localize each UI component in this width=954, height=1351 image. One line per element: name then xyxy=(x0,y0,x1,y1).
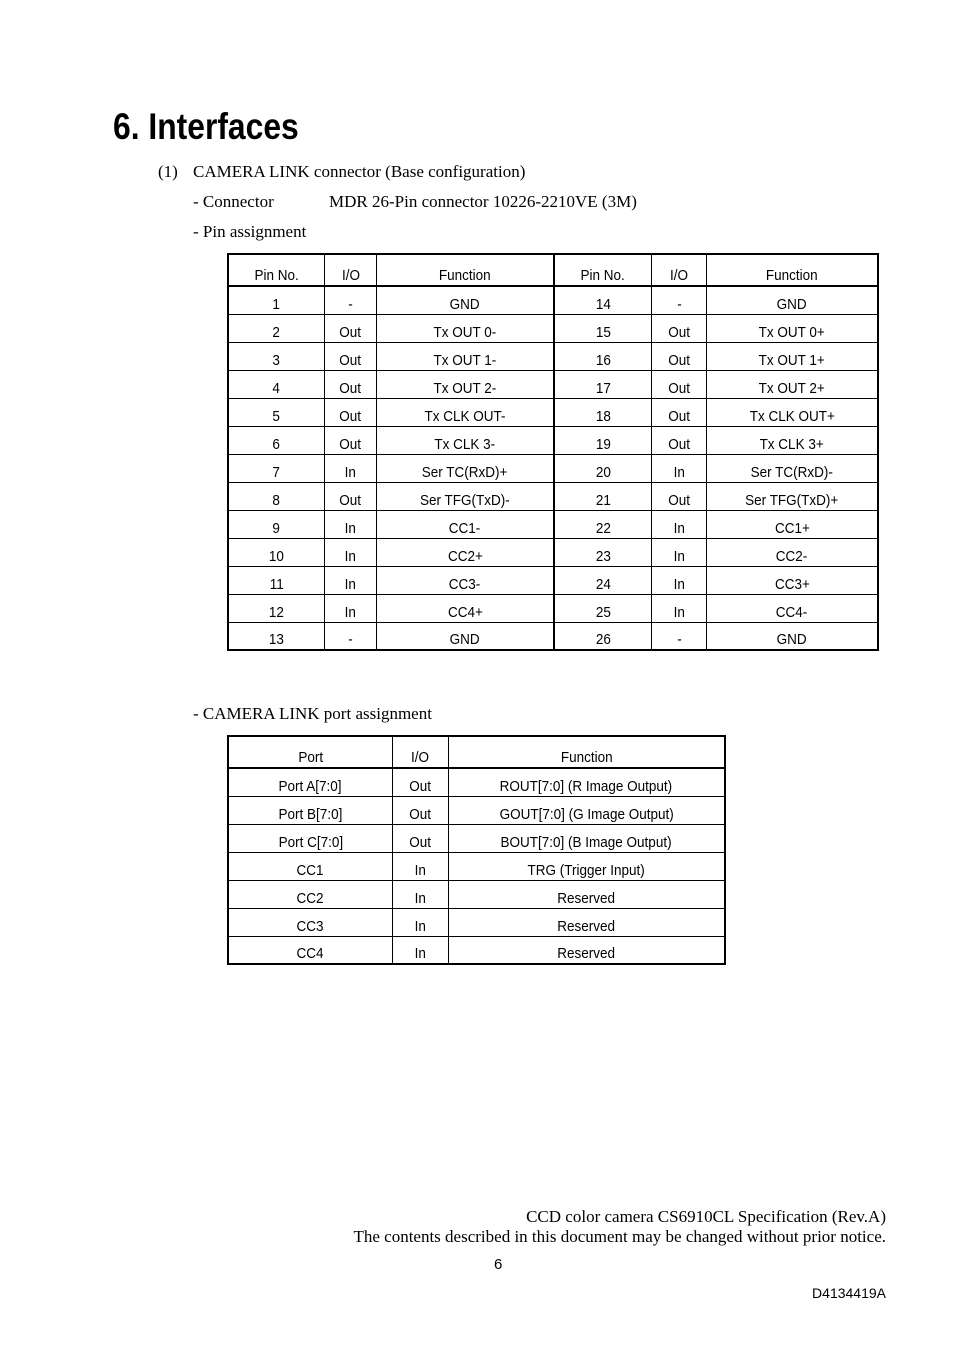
table-cell xyxy=(376,370,553,398)
table-row xyxy=(228,286,878,314)
cell-text: Reserved xyxy=(557,889,616,907)
column-header xyxy=(706,254,878,286)
table-row xyxy=(228,538,878,566)
table-header-row xyxy=(228,254,878,286)
connector-label: - Connector xyxy=(193,192,274,211)
cell-text: Out xyxy=(668,323,690,341)
table-row xyxy=(228,936,725,964)
table-row xyxy=(228,594,878,622)
table-cell xyxy=(554,622,652,650)
cell-text: CC4 xyxy=(296,945,324,962)
table-cell xyxy=(652,594,707,622)
table-cell xyxy=(376,510,553,538)
cell-text: 22 xyxy=(595,519,611,537)
table-cell xyxy=(325,510,377,538)
cell-text: In xyxy=(344,603,357,621)
table-cell xyxy=(706,622,878,650)
cell-text: Tx OUT 0- xyxy=(433,323,497,341)
table-cell xyxy=(448,880,725,908)
table-cell xyxy=(228,454,325,482)
cell-text: 4 xyxy=(272,379,281,397)
cell-text: In xyxy=(344,519,357,537)
cell-text: 8 xyxy=(272,491,281,509)
cell-text: BOUT[7:0] (B Image Output) xyxy=(500,833,672,851)
table-cell xyxy=(706,370,878,398)
cell-text: - xyxy=(348,631,353,648)
table-cell xyxy=(554,482,652,510)
cell-text: I/O xyxy=(341,267,360,284)
cell-text: 18 xyxy=(595,407,611,425)
table-cell xyxy=(228,314,325,342)
table-row xyxy=(228,398,878,426)
cell-text: Function xyxy=(439,267,491,284)
table-cell xyxy=(706,510,878,538)
cell-text: Ser TC(RxD)- xyxy=(750,463,834,481)
table-cell xyxy=(325,342,377,370)
cell-text: Out xyxy=(339,323,362,341)
table-cell xyxy=(325,594,377,622)
cell-text: Port C[7:0] xyxy=(278,833,343,851)
cell-text: Out xyxy=(339,351,362,369)
cell-text: Out xyxy=(668,379,690,397)
cell-text: Out xyxy=(409,805,432,823)
cell-text: 21 xyxy=(595,491,611,509)
cell-text: Out xyxy=(339,491,362,509)
cell-text: In xyxy=(344,463,357,481)
cell-text: Ser TC(RxD)+ xyxy=(422,463,508,481)
table-cell xyxy=(448,824,725,852)
cell-text: Out xyxy=(668,407,690,425)
cell-text: GOUT[7:0] (G Image Output) xyxy=(499,805,674,823)
cell-text: CC2- xyxy=(776,547,808,565)
table-cell xyxy=(652,566,707,594)
cell-text: - xyxy=(676,631,682,648)
cell-text: CC1+ xyxy=(774,519,810,537)
cell-text: In xyxy=(673,519,685,537)
document-id: D4134419A xyxy=(812,1285,886,1301)
table-cell xyxy=(448,768,725,796)
cell-text: Port B[7:0] xyxy=(278,805,343,823)
table-cell xyxy=(448,936,725,964)
cell-text: 14 xyxy=(595,295,611,313)
table-cell xyxy=(706,286,878,314)
table-cell xyxy=(448,852,725,880)
table-row xyxy=(228,370,878,398)
table-cell xyxy=(228,622,325,650)
table-cell xyxy=(652,314,707,342)
cell-text: Out xyxy=(339,407,362,425)
table-cell xyxy=(325,538,377,566)
column-header xyxy=(228,736,392,768)
cell-text: Tx CLK 3- xyxy=(434,435,496,453)
column-header xyxy=(554,254,652,286)
table-cell xyxy=(706,426,878,454)
table-row xyxy=(228,342,878,370)
cell-text: 12 xyxy=(269,603,285,621)
cell-text: 23 xyxy=(595,547,611,565)
table-row xyxy=(228,824,725,852)
footer-spec-title: CCD color camera CS6910CL Specification (Rev.A) xyxy=(526,1207,886,1226)
table-cell xyxy=(392,768,448,796)
cell-text: Pin No. xyxy=(254,267,299,284)
cell-text: Port A[7:0] xyxy=(278,777,342,795)
cell-text: 3 xyxy=(272,351,281,369)
cell-text: Tx CLK 3+ xyxy=(759,435,825,453)
cell-text: CC2+ xyxy=(447,547,483,565)
cell-text: Tx OUT 0+ xyxy=(758,323,826,341)
table-cell xyxy=(325,370,377,398)
table-cell xyxy=(228,566,325,594)
table-cell xyxy=(554,566,652,594)
cell-text: Tx OUT 2+ xyxy=(758,379,826,397)
cell-text: GND xyxy=(776,295,807,313)
table-cell xyxy=(228,482,325,510)
table-cell xyxy=(376,398,553,426)
table-cell xyxy=(376,342,553,370)
table-cell xyxy=(392,796,448,824)
table-cell xyxy=(376,482,553,510)
cell-text: CC4- xyxy=(776,603,808,621)
table-cell xyxy=(325,314,377,342)
table-row xyxy=(228,622,878,650)
table-cell xyxy=(228,538,325,566)
table-cell xyxy=(706,538,878,566)
cell-text: CC1- xyxy=(449,519,481,537)
table-cell xyxy=(228,510,325,538)
table-row xyxy=(228,880,725,908)
column-header xyxy=(392,736,448,768)
port-assignment-label: - CAMERA LINK port assignment xyxy=(193,704,432,723)
cell-text: - xyxy=(348,295,353,313)
cell-text: 6 xyxy=(272,435,281,453)
table-cell xyxy=(325,566,377,594)
page-heading: 6. Interfaces xyxy=(113,106,299,147)
cell-text: In xyxy=(673,463,685,481)
table-cell xyxy=(448,796,725,824)
cell-text: In xyxy=(673,547,685,565)
footer-notice: The contents described in this document may be changed without prior notice. xyxy=(353,1227,886,1246)
pin-assignment-label: - Pin assignment xyxy=(193,222,307,241)
table-row xyxy=(228,454,878,482)
table-cell xyxy=(706,594,878,622)
table-cell xyxy=(228,936,392,964)
cell-text: Out xyxy=(339,435,362,453)
table-row xyxy=(228,566,878,594)
column-header xyxy=(652,254,707,286)
connector-value: MDR 26-Pin connector 10226-2210VE (3M) xyxy=(329,192,637,211)
table-cell xyxy=(554,314,652,342)
table-cell xyxy=(325,622,377,650)
cell-text: GND xyxy=(449,631,480,648)
table-cell xyxy=(706,454,878,482)
table-cell xyxy=(376,314,553,342)
cell-text: 5 xyxy=(272,407,281,425)
table-cell xyxy=(376,622,553,650)
cell-text: Reserved xyxy=(557,945,616,962)
table-cell xyxy=(228,594,325,622)
table-cell xyxy=(652,510,707,538)
table-cell xyxy=(392,880,448,908)
cell-text: CC4+ xyxy=(447,603,483,621)
cell-text: CC3 xyxy=(296,917,324,935)
table-cell xyxy=(652,370,707,398)
cell-text: In xyxy=(414,889,426,907)
table-cell xyxy=(554,286,652,314)
cell-text: In xyxy=(414,861,426,879)
table-cell xyxy=(376,566,553,594)
table-row xyxy=(228,510,878,538)
cell-text: 1 xyxy=(272,295,281,313)
table-cell xyxy=(228,824,392,852)
table-cell xyxy=(228,880,392,908)
cell-text: In xyxy=(344,575,357,593)
cell-text: Ser TFG(TxD)+ xyxy=(745,491,839,509)
table-row xyxy=(228,768,725,796)
page-number: 6 xyxy=(494,1256,503,1273)
cell-text: Out xyxy=(409,833,432,851)
cell-text: 25 xyxy=(595,603,611,621)
cell-text: - xyxy=(676,295,682,313)
cell-text: Out xyxy=(668,351,690,369)
table-header-row xyxy=(228,736,725,768)
table-cell xyxy=(325,398,377,426)
table-cell xyxy=(392,824,448,852)
table-cell xyxy=(325,286,377,314)
table-cell xyxy=(554,594,652,622)
table-row xyxy=(228,314,878,342)
table-row xyxy=(228,426,878,454)
table-cell xyxy=(652,398,707,426)
table-cell xyxy=(448,908,725,936)
table-cell xyxy=(228,342,325,370)
cell-text: 9 xyxy=(272,519,281,537)
cell-text: CC3- xyxy=(449,575,481,593)
cell-text: CC2 xyxy=(296,889,324,907)
table-cell xyxy=(652,426,707,454)
table-cell xyxy=(554,510,652,538)
table-cell xyxy=(706,566,878,594)
cell-text: Tx OUT 2- xyxy=(433,379,497,397)
table-cell xyxy=(376,538,553,566)
cell-text: Tx OUT 1- xyxy=(433,351,497,369)
cell-text: Out xyxy=(409,777,432,795)
cell-text: 26 xyxy=(595,631,611,648)
table-cell xyxy=(228,286,325,314)
table-cell xyxy=(325,454,377,482)
cell-text: In xyxy=(344,547,357,565)
table-cell xyxy=(706,398,878,426)
column-header xyxy=(325,254,377,286)
cell-text: Reserved xyxy=(557,917,616,935)
table-cell xyxy=(706,342,878,370)
table-cell xyxy=(652,286,707,314)
cell-text: Out xyxy=(339,379,362,397)
table-cell xyxy=(554,370,652,398)
table-cell xyxy=(706,482,878,510)
cell-text: In xyxy=(414,917,426,935)
column-header xyxy=(376,254,553,286)
cell-text: Out xyxy=(668,435,690,453)
table-cell xyxy=(392,908,448,936)
table-cell xyxy=(652,454,707,482)
cell-text: TRG (Trigger Input) xyxy=(527,861,645,879)
cell-text: In xyxy=(414,945,426,962)
table-cell xyxy=(376,454,553,482)
cell-text: 10 xyxy=(269,547,285,565)
cell-text: 20 xyxy=(595,463,611,481)
table-row xyxy=(228,482,878,510)
cell-text: ROUT[7:0] (R Image Output) xyxy=(500,777,673,795)
cell-text: Tx OUT 1+ xyxy=(758,351,826,369)
cell-text: CC1 xyxy=(296,861,324,879)
cell-text: 11 xyxy=(269,575,284,593)
cell-text: In xyxy=(673,575,685,593)
port-assignment-table xyxy=(227,735,726,965)
table-cell xyxy=(228,768,392,796)
column-header xyxy=(228,254,325,286)
cell-text: I/O xyxy=(411,749,430,766)
section-title: CAMERA LINK connector (Base configuration) xyxy=(193,162,526,181)
table-cell xyxy=(376,426,553,454)
table-cell xyxy=(392,852,448,880)
cell-text: Port xyxy=(298,749,323,766)
cell-text: Ser TFG(TxD)- xyxy=(420,491,510,509)
table-cell xyxy=(554,454,652,482)
table-cell xyxy=(706,314,878,342)
table-cell xyxy=(554,538,652,566)
cell-text: CC3+ xyxy=(774,575,810,593)
cell-text: Tx CLK OUT+ xyxy=(749,407,835,425)
table-cell xyxy=(376,594,553,622)
cell-text: 15 xyxy=(595,323,611,341)
pin-assignment-table xyxy=(227,253,879,651)
table-cell xyxy=(652,538,707,566)
cell-text: Pin No. xyxy=(580,267,626,284)
table-cell xyxy=(228,398,325,426)
cell-text: 13 xyxy=(269,631,285,648)
table-cell xyxy=(652,342,707,370)
table-cell xyxy=(325,426,377,454)
cell-text: Function xyxy=(766,267,818,284)
cell-text: Tx CLK OUT- xyxy=(424,407,506,425)
table-row xyxy=(228,796,725,824)
cell-text: 17 xyxy=(595,379,611,397)
table-cell xyxy=(392,936,448,964)
cell-text: In xyxy=(673,603,685,621)
table-cell xyxy=(376,286,553,314)
cell-text: 16 xyxy=(595,351,611,369)
table-cell xyxy=(228,370,325,398)
table-cell xyxy=(652,482,707,510)
table-cell xyxy=(228,908,392,936)
table-cell xyxy=(652,622,707,650)
table-row xyxy=(228,852,725,880)
cell-text: GND xyxy=(776,631,807,648)
table-cell xyxy=(228,852,392,880)
table-cell xyxy=(554,342,652,370)
cell-text: GND xyxy=(449,295,480,313)
cell-text: 7 xyxy=(272,463,281,481)
table-cell xyxy=(554,398,652,426)
table-cell xyxy=(554,426,652,454)
column-header xyxy=(448,736,725,768)
cell-text: 2 xyxy=(272,323,281,341)
table-cell xyxy=(325,482,377,510)
cell-text: I/O xyxy=(669,267,688,284)
table-cell xyxy=(228,426,325,454)
cell-text: 19 xyxy=(595,435,611,453)
cell-text: Function xyxy=(560,749,613,766)
table-row xyxy=(228,908,725,936)
cell-text: Out xyxy=(668,491,690,509)
table-cell xyxy=(228,796,392,824)
section-number: (1) xyxy=(158,162,178,181)
cell-text: 24 xyxy=(595,575,611,593)
